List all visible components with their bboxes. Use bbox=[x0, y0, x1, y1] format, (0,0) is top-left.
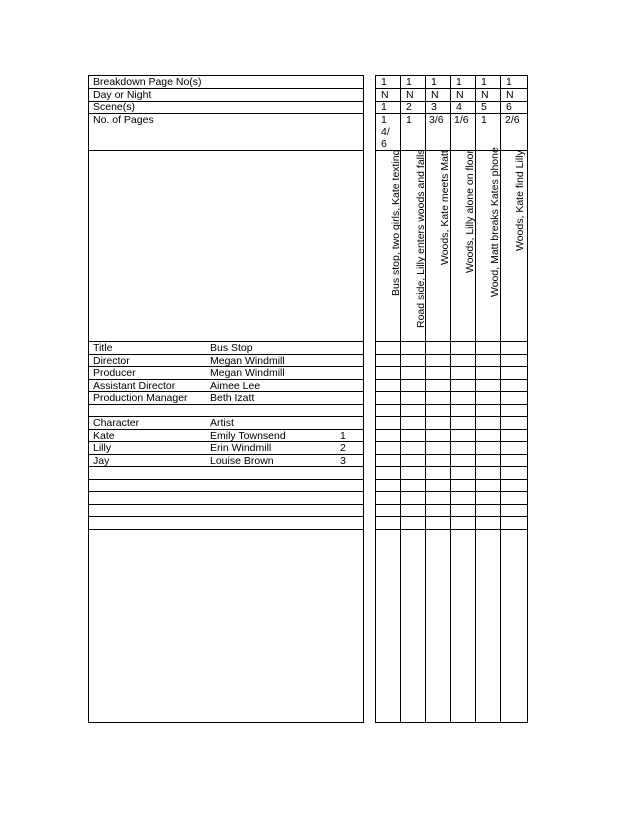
cast-artist: Emily Townsend bbox=[210, 430, 286, 442]
info-value-assistant-director: Aimee Lee bbox=[210, 380, 261, 392]
row-line bbox=[375, 529, 528, 530]
info-value-producer: Megan Windmill bbox=[210, 367, 285, 379]
left-border-right bbox=[363, 75, 364, 723]
info-label-producer: Producer bbox=[93, 367, 136, 379]
scene-description: Woods, Kate meets Matt bbox=[439, 150, 451, 265]
scene-number: 5 bbox=[481, 101, 487, 113]
scene-day-night: N bbox=[406, 89, 414, 101]
header-label-scenes: Scene(s) bbox=[93, 101, 136, 113]
info-value-production-manager: Beth Izatt bbox=[210, 392, 255, 404]
scene-day-night: N bbox=[431, 89, 439, 101]
scene-description: Bus stop, two girls, Kate texting bbox=[390, 149, 402, 296]
header-label-breakdown-page: Breakdown Page No(s) bbox=[93, 76, 202, 88]
row-line bbox=[375, 454, 528, 455]
row-line bbox=[375, 516, 528, 517]
cast-character: Lilly bbox=[93, 442, 112, 454]
row-line bbox=[375, 429, 528, 430]
row-line bbox=[375, 466, 528, 467]
scene-page-no: 1 bbox=[456, 76, 462, 88]
scene-day-night: N bbox=[456, 89, 464, 101]
header-label-pages: No. of Pages bbox=[93, 114, 154, 126]
col-line bbox=[527, 75, 528, 723]
cast-number: 1 bbox=[340, 430, 346, 442]
info-label-director: Director bbox=[93, 355, 130, 367]
breakdown-right-table bbox=[375, 75, 528, 723]
scene-number: 2 bbox=[406, 101, 412, 113]
scene-page-no: 1 bbox=[431, 76, 437, 88]
cast-character: Kate bbox=[93, 430, 115, 442]
divider bbox=[88, 150, 364, 151]
row-line bbox=[375, 341, 528, 342]
scene-description: Road side, Lilly enters woods and falls bbox=[415, 149, 427, 328]
scene-pages: 1 bbox=[406, 114, 412, 126]
cast-number: 3 bbox=[340, 455, 346, 467]
row-line bbox=[375, 722, 528, 723]
scene-day-night: N bbox=[381, 89, 389, 101]
scene-pages: 2/6 bbox=[505, 114, 520, 126]
left-border-left bbox=[88, 75, 89, 723]
scene-day-night: N bbox=[481, 89, 489, 101]
col-line bbox=[375, 75, 376, 723]
info-label-production-manager: Production Manager bbox=[93, 392, 188, 404]
breakdown-left-table bbox=[88, 75, 364, 723]
divider bbox=[88, 404, 364, 405]
header-label-day-night: Day or Night bbox=[93, 89, 152, 101]
divider bbox=[88, 479, 364, 480]
scene-pages: 1 bbox=[481, 114, 487, 126]
scene-pages: 1/6 bbox=[454, 114, 469, 126]
scene-number: 4 bbox=[456, 101, 462, 113]
cast-character: Jay bbox=[93, 455, 110, 467]
scene-pages: 3/6 bbox=[429, 114, 444, 126]
info-value-director: Megan Windmill bbox=[210, 355, 285, 367]
row-line bbox=[375, 391, 528, 392]
row-line bbox=[375, 404, 528, 405]
row-line bbox=[375, 441, 528, 442]
row-line bbox=[375, 504, 528, 505]
divider bbox=[88, 516, 364, 517]
scene-pages: 6 bbox=[381, 138, 387, 150]
scene-page-no: 1 bbox=[381, 76, 387, 88]
divider bbox=[88, 504, 364, 505]
left-border-bottom bbox=[88, 722, 364, 723]
info-label-title: Title bbox=[93, 342, 113, 354]
info-value-title: Bus Stop bbox=[210, 342, 253, 354]
info-label-assistant-director: Assistant Director bbox=[93, 380, 176, 392]
cast-artist: Louise Brown bbox=[210, 455, 274, 467]
divider bbox=[88, 529, 364, 530]
scene-pages: 4/ bbox=[381, 126, 390, 138]
scene-page-no: 1 bbox=[506, 76, 512, 88]
divider bbox=[88, 491, 364, 492]
row-line bbox=[375, 354, 528, 355]
cast-header-artist: Artist bbox=[210, 417, 234, 429]
cast-number: 2 bbox=[340, 442, 346, 454]
row-line bbox=[375, 379, 528, 380]
cast-artist: Erin Windmill bbox=[210, 442, 272, 454]
scene-description: Woods, Lilly alone on floor bbox=[464, 150, 476, 273]
scene-page-no: 1 bbox=[481, 76, 487, 88]
scene-number: 6 bbox=[506, 101, 512, 113]
scene-pages: 1 bbox=[381, 114, 387, 126]
scene-description: Woods, Kate find Lilly bbox=[514, 150, 526, 251]
scene-number: 3 bbox=[431, 101, 437, 113]
cast-header-character: Character bbox=[93, 417, 140, 429]
row-line bbox=[375, 479, 528, 480]
row-line bbox=[375, 366, 528, 367]
scene-number: 1 bbox=[381, 101, 387, 113]
scene-description: Wood, Matt breaks Kates phone bbox=[489, 147, 501, 297]
row-line bbox=[375, 416, 528, 417]
scene-page-no: 1 bbox=[406, 76, 412, 88]
scene-day-night: N bbox=[506, 89, 514, 101]
row-line bbox=[375, 491, 528, 492]
